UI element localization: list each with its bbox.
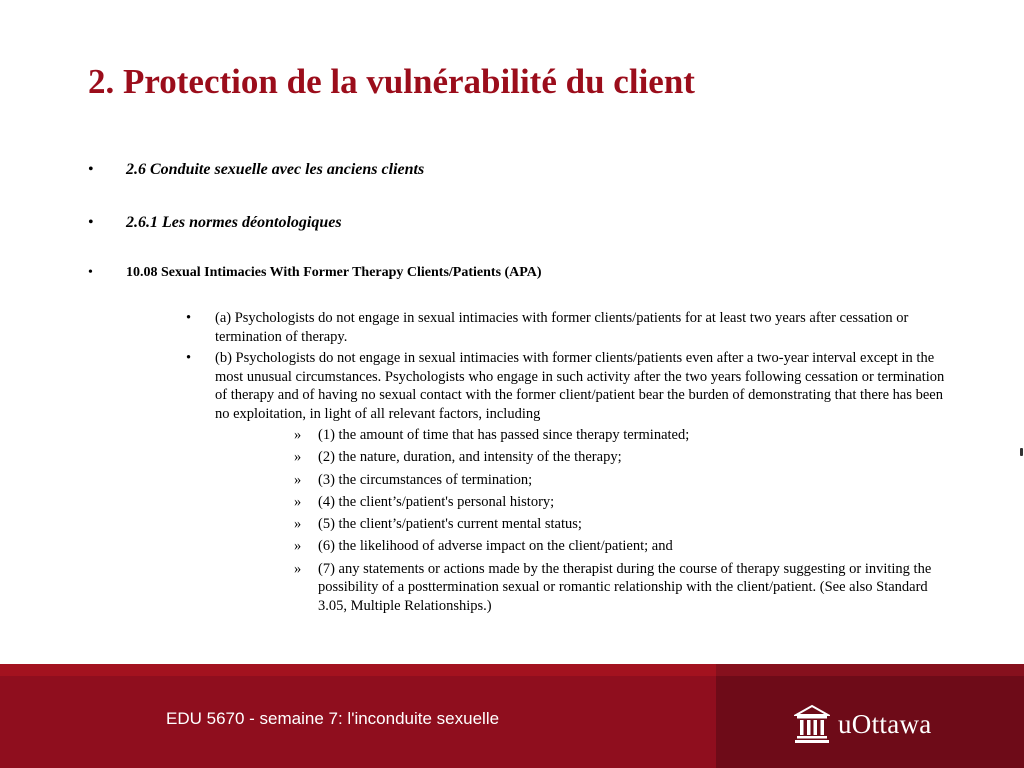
factor-item — [215, 471, 946, 490]
bullet-symbol: • — [88, 265, 93, 280]
sub-bullet-text: (b) Psychologists do not engage in sexual intimacies with former clients/patients even after a two-year interval except in the most unusual circumstances. Psychologists who engage in such activity after the two years following cessation or termination of therapy and of having no sexual contact with the former client/patient bear the burden of demonstrating that there has been no exploitation, in light of all relevant factors, including — [215, 350, 945, 422]
factor-item — [215, 560, 946, 616]
factor-symbol: » — [294, 538, 302, 555]
bullet-text: 10.08 Sexual Intimacies With Former Therapy Clients/Patients (APA) — [126, 265, 542, 280]
factor-symbol: » — [294, 471, 302, 488]
bullet-symbol: • — [88, 214, 94, 231]
factor-symbol: » — [294, 516, 302, 533]
factor-symbol: » — [294, 493, 302, 510]
factor-text: (3) the circumstances of termination; — [318, 471, 533, 488]
factor-item — [215, 493, 946, 512]
factor-text: (6) the likelihood of adverse impact on the client/patient; and — [318, 538, 673, 555]
bullet-text: 2.6 Conduite sexuelle avec les anciens clients — [126, 161, 425, 178]
factor-text: (7) any statements or actions made by the therapist during the course of therapy suggesting or inviting the possibility of a posttermination sexual or romantic relationship with the client/patient. (See also Standard 3.05, Multiple Relationships.) — [318, 560, 932, 614]
factor-item — [215, 515, 946, 534]
slide-footer — [0, 664, 1024, 768]
footer-accent-band — [0, 664, 716, 676]
factor-item — [215, 448, 946, 467]
slide-title: 2. Protection de la vulnérabilité du client — [88, 62, 695, 101]
bullet-symbol: • — [88, 161, 94, 178]
sub-bullet-text: (a) Psychologists do not engage in sexual intimacies with former clients/patients for at least two years after cessation or termination of therapy. — [215, 310, 909, 345]
sub-bullet-item — [186, 309, 946, 346]
factor-text: (2) the nature, duration, and intensity of the therapy; — [318, 449, 622, 466]
factor-text: (5) the client’s/patient's current mental status; — [318, 516, 582, 533]
factor-item — [215, 426, 946, 445]
factor-symbol: » — [294, 449, 302, 466]
university-building-icon — [794, 704, 830, 744]
factor-symbol: » — [294, 427, 302, 443]
footer-logo-accent-band — [716, 664, 1024, 676]
footer-course-label: EDU 5670 - semaine 7: l'inconduite sexuelle — [166, 709, 500, 728]
factor-symbol: » — [294, 560, 302, 577]
factor-text: (4) the client’s/patient's personal history; — [318, 493, 555, 510]
edge-mark — [1020, 448, 1023, 456]
sub-bullet-symbol: • — [186, 310, 192, 326]
sub-bullet-symbol: • — [186, 350, 192, 366]
factor-item — [215, 537, 946, 556]
sub-bullet-item — [186, 349, 946, 615]
sub-bullet-list — [186, 309, 946, 619]
bullet-text: 2.6.1 Les normes déontologiques — [126, 214, 342, 231]
factor-list — [215, 426, 946, 615]
logo-wordmark: uOttawa — [838, 708, 932, 739]
uottawa-logo — [794, 704, 932, 744]
factor-text: (1) the amount of time that has passed since therapy terminated; — [318, 427, 690, 443]
